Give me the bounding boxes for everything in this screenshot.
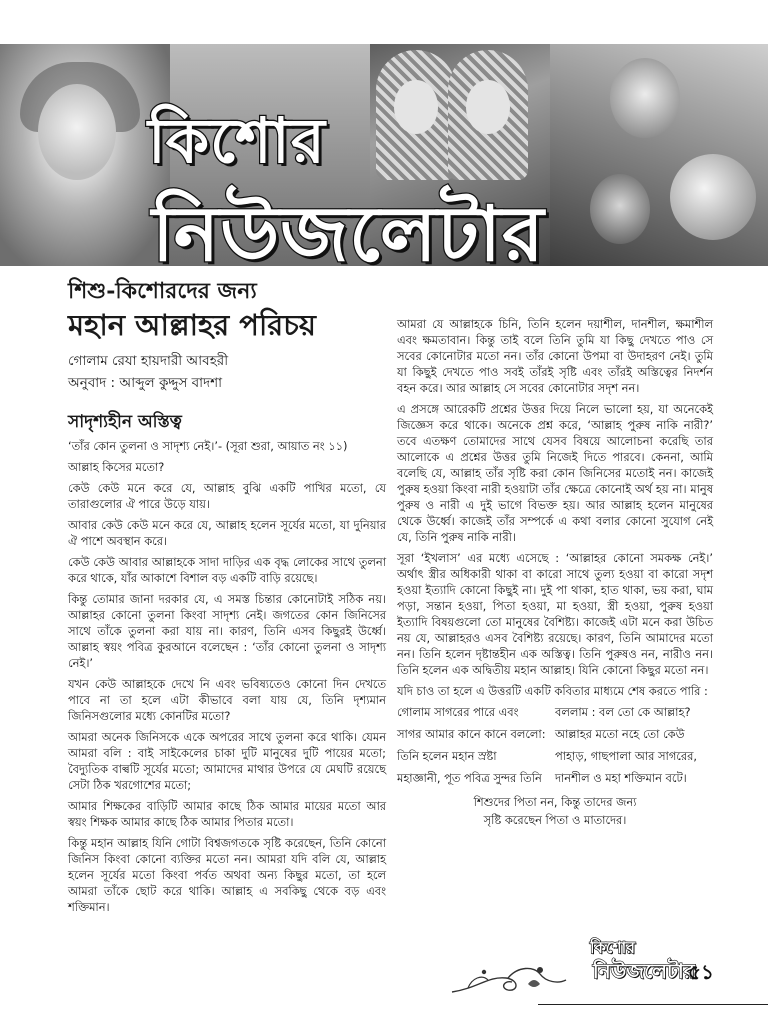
footer-logo-line1: কিশোর (590, 938, 636, 957)
newsletter-title-line1: কিশোর (148, 104, 326, 177)
paragraph: যখন কেউ আল্লাহকে দেখে নি এবং ভবিষ্যতেও কোনো দিন দেখতে পাবে না তা হলে এটা কীভাবে বলা যায় যে, তিনি দৃশ্যমান জিনিসগুলোর মধ্যে কোনটির মতো? (68, 677, 386, 723)
translator-line: অনুবাদ : আব্দুল কুদ্দুস বাদশা (68, 375, 223, 391)
poem-line: দানশীল ও মহা শক্তিমান বটে। (555, 771, 687, 785)
poem-line: গোলাম সাগরের পারে এবং (397, 705, 519, 719)
paragraph: এ প্রসঙ্গে আরেকটি প্রশ্নের উত্তর দিয়ে নিলে ভালো হয়, যা অনেকেই জিজ্ঞেস করে থাকে। অনেকে প্রশ্ন করে, ‘আল্লাহ পুরুষ নাকি নারী?’ তবে এতক্ষণ তোমাদের সাথে যেসব বিষয়ে আলোচনা করেছি তার আলোকে এ প্রশ্নের উত্তর তুমি নিজেই দিতে পারবে। কেননা, আমি বলেছি যে, আল্লাহ তাঁর সৃষ্টি করা কোন জিনিসের মতোই নন। কাজেই পুরুষ হওয়া কিংবা নারী হওয়াটা তাঁর ক্ষেত্রে কোনোই অর্থ হয় না। মানুষ পুরুষ ও নারী এ দুই ভাগে বিভক্ত হয়। আর আল্লাহ হলেন মানুষের থেকে উর্ধ্বে। কাজেই তাঁর সম্পর্কে এ কথা বলার কোনো সুযোগ নেই যে, তিনি পুরুষ নাকি নারী। (397, 402, 713, 544)
banner-photo-smiling-girl (0, 44, 170, 266)
poem-row (397, 726, 713, 742)
paragraph: কিন্তু মহান আল্লাহ যিনি গোটা বিশ্বজগতকে সৃষ্টি করেছেন, তিনি কোনো জিনিস কিংবা কোনো ব্যক্তির মতো নন। আমরা যদি বলি যে, আল্লাহ হলেন সূর্যের মতো কিংবা পর্বত অথবা অন্য কিছুর মতো, তা হলে আমরা তাঁকে ছোট করে থাকি। আল্লাহ এ সবকিছু থেকে বড় এবং শক্তিমান। (68, 836, 386, 914)
closing-line: শিশুদের পিতা নন, কিন্তু তাদের জন্য (473, 795, 637, 809)
poem-row (397, 748, 713, 764)
poem-row (397, 704, 713, 720)
poem-line: পাহাড়, গাছপালা আর সাগরের, (555, 749, 698, 763)
closing-line: সৃষ্টি করেছেন পিতা ও মাতাদের। (483, 813, 627, 827)
floral-ornament-icon (448, 958, 568, 998)
poem-line: বললাম : বল তো কে আল্লাহ? (555, 705, 691, 719)
poem-line: তিনি হলেন মহান স্রষ্টা (397, 749, 497, 763)
paragraph: সূরা ‘ইখলাস’ এর মধ্যে এসেছে : ‘আল্লাহর কোনো সমকক্ষ নেই।’ অর্থাৎ স্ত্রীর অধিকারী থাকা বা কারো সাথে তুল্য হওয়া বা কারো সদৃশ হওয়া ইত্যাদি কোনো কিছুই না। দুই পা থাকা, হাত থাকা, ভয় করা, ঘাম পড়া, সন্তান হওয়া, পিতা হওয়া, মা হওয়া, স্ত্রী হওয়া, পুরুষ হওয়া ইত্যাদি বিষয়গুলো তো মানুষের বৈশিষ্ট্য। কাজেই এটা মনে করা উচিত নয় যে, আল্লাহরও এসব বৈশিষ্ট্য রয়েছে। কারণ, তিনি আমাদের মতো নন। তিনি হলেন দৃষ্টান্তহীন এক অস্তিত্ব। তিনি পুরুষও নন, নারীও নন। তিনি হলেন এক অদ্বিতীয় মহান আল্লাহ। যিনি কোনো কিছুর মতো নন। (397, 551, 713, 677)
newsletter-title-line2: নিউজলেটার (152, 189, 545, 266)
author-line: গোলাম রেযা হায়দারী আবহরী (68, 353, 229, 369)
paragraph: আমরা যে আল্লাহকে চিনি, তিনি হলেন দয়াশীল, দানশীল, ক্ষমাশীল এবং ক্ষমতাবান। কিন্তু তাই বলে তিনি তুমি যা কিছু দেখতে পাও সে সবের কোনোটার মতো নন। তাঁর কোনো উপমা বা উদাহরণ নেই। তুমি যা কিছুই দেখতে পাও সবই তাঁরই সৃষ্টি এবং তাঁরই অস্তিত্বের নিদর্শন বহন করে। আর আল্লাহ সে সবের কোনোটার সদৃশ নন। (397, 317, 713, 395)
left-column (68, 276, 386, 920)
paragraph: আমরা অনেক জিনিসকে একে অপরের সাথে তুলনা করে থাকি। যেমন আমরা বলি : বাই সাইকেলের চাকা দুটি মানুষের দুটি পায়ের মতো; বৈদ্যুতিক বাল্বটি সূর্যের মতো; আমাদের মাথার উপরে যে মেঘটি রয়েছে সেটা ঠিক খরগোশের মতো; (68, 730, 386, 792)
article-subtitle: শিশু-কিশোরদের জন্য (68, 278, 257, 304)
paragraph: কেউ কেউ মনে করে যে, আল্লাহ বুঝি একটি পাখির মতো, যে তারাগুলোর ঐ পারে উড়ে যায়। (68, 481, 386, 511)
paragraph: আল্লাহ কিসের মতো? (68, 460, 165, 474)
page-number: ৫১ (688, 960, 714, 984)
article-title: মহান আল্লাহর পরিচয় (68, 308, 316, 342)
poem (397, 704, 713, 786)
footer-rule (538, 1004, 768, 1005)
section-heading: সাদৃশ্যহীন অস্তিত্ব (68, 412, 182, 432)
poem-line: সাগর আমার কানে কানে বললো: (397, 727, 546, 741)
paragraph: কেউ কেউ আবার আল্লাহকে সাদা দাড়ির এক বৃদ্ধ লোকের সাথে তুলনা করে থাকে, যাঁর আকাশে বিশাল বড় একটি বাড়ি রয়েছে। (68, 555, 386, 585)
poem-line: আল্লাহর মতো নহে তো কেউ (555, 727, 685, 741)
paragraph: আমার শিক্ষকের বাড়িটি আমার কাছে ঠিক আমার মায়ের মতো আর স্বয়ং শিক্ষক আমার কাছে ঠিক আমার পিতার মতো। (68, 799, 386, 829)
right-column (397, 316, 713, 830)
poem-line: মহাজ্ঞানী, পূত পবিত্র সুন্দর তিনি (397, 771, 542, 785)
footer-logo-line2: নিউজলেটার (593, 959, 695, 983)
paragraph: কিন্তু তোমার জানা দরকার যে, এ সমস্ত চিন্তার কোনোটাই সঠিক নয়। আল্লাহর কোনো তুলনা কিংবা সাদৃশ্য নেই। জগতের কোন জিনিসের সাথে তাঁকে তুলনা করা যায় না। কারণ, তিনি এসব কিছুরই উর্ধ্বে। আল্লাহ স্বয়ং পবিত্র কুরআনে বলেছেন : ‘তাঁর কোনো তুলনা ও সাদৃশ্য নেই।’ (68, 592, 386, 670)
banner-photo-dolls-and-globe (550, 44, 768, 266)
header-banner (0, 44, 768, 266)
poem-row (397, 770, 713, 786)
paragraph: যদি চাও তা হলে এ উত্তরটি একটি কবিতার মাধ্যমে শেষ করতে পারি : (397, 684, 708, 698)
paragraph: ‘তাঁর কোন তুলনা ও সাদৃশ্য নেই।’- (সূরা শুরা, আয়াত নং ১১) (68, 439, 348, 453)
closing-couplet (397, 794, 713, 828)
paragraph: আবার কেউ কেউ মনে করে যে, আল্লাহ হলেন সূর্যের মতো, যা দুনিয়ার ঐ পাশে অবস্থান করে। (68, 518, 386, 548)
